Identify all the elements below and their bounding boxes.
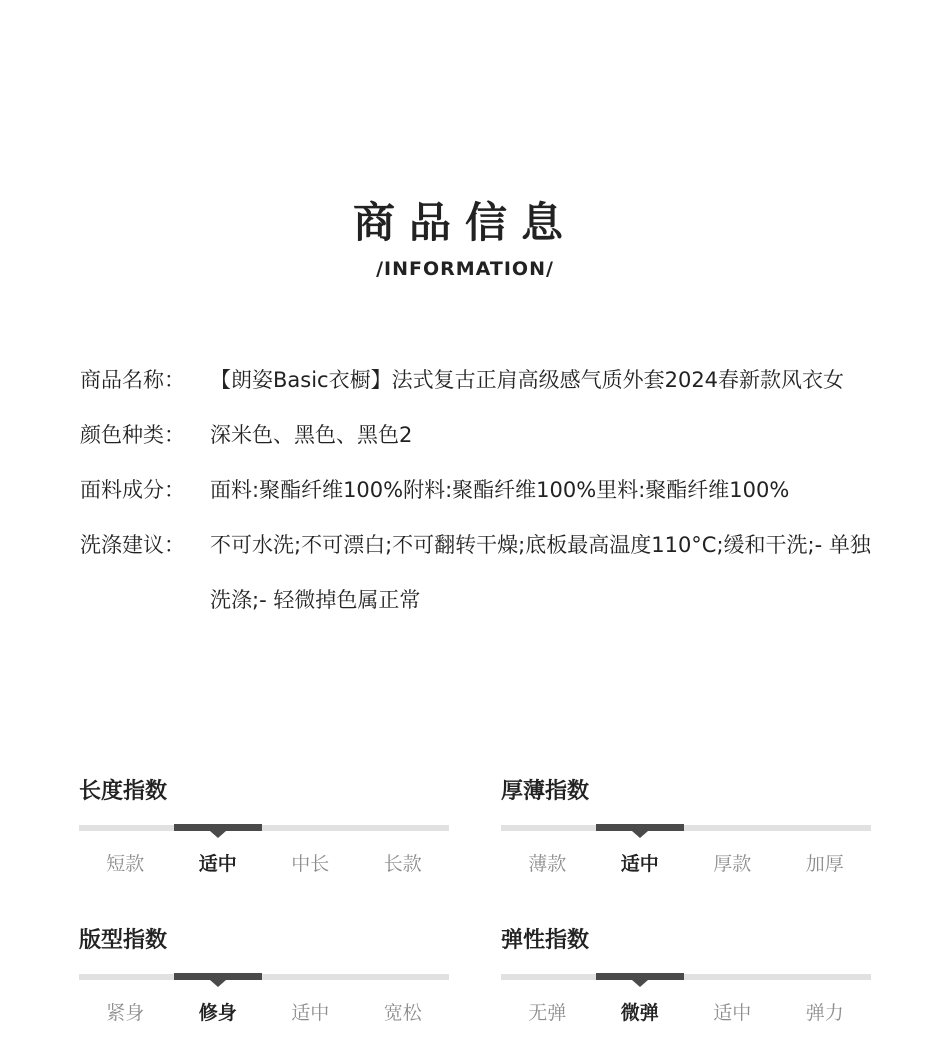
info-value: 【朗姿Basic衣橱】法式复古正肩高级感气质外套2024春新款风衣女 [210, 368, 845, 392]
info-label: 颜色种类： [80, 423, 185, 447]
meter-fit [79, 926, 449, 1024]
info-row-washing [80, 518, 880, 628]
product-info-list [80, 353, 880, 628]
meter-option: 适中 [198, 853, 237, 875]
info-label: 商品名称： [80, 368, 185, 392]
meter-pointer-icon [632, 831, 648, 838]
meter-pointer-icon [210, 980, 226, 987]
meter-option: 厚款 [713, 853, 752, 875]
meter-title: 厚薄指数 [501, 779, 590, 804]
meter-track [501, 825, 871, 831]
meter-active-bar [596, 973, 684, 980]
info-value: 不可水洗;不可漂白;不可翻转干燥;底板最高温度110°C;缓和干洗;- 单独洗涤;- 轻微掉色属正常 [210, 533, 871, 612]
meter-pointer-icon [210, 831, 226, 838]
meter-elasticity [501, 926, 871, 1024]
meter-pointer-icon [632, 980, 648, 987]
meter-option: 微弹 [620, 1002, 659, 1024]
meter-title: 弹性指数 [501, 928, 590, 953]
info-value: 面料:聚酯纤维100%附料:聚酯纤维100%里料:聚酯纤维100% [210, 478, 790, 502]
meter-title: 长度指数 [79, 779, 168, 804]
meter-option: 长款 [383, 853, 422, 875]
meter-option: 中长 [291, 853, 330, 875]
meter-option: 无弹 [528, 1002, 567, 1024]
meter-option: 薄款 [528, 853, 567, 875]
meter-length [79, 777, 449, 875]
meter-active-bar [596, 824, 684, 831]
info-row-fabric [80, 463, 880, 518]
meter-option: 适中 [713, 1002, 752, 1024]
info-row-product-name [80, 353, 880, 408]
meter-track [501, 974, 871, 980]
section-title: 商品信息 [352, 198, 577, 247]
meter-option: 短款 [106, 853, 145, 875]
meter-track [79, 974, 449, 980]
meter-active-bar [174, 973, 262, 980]
meter-option: 宽松 [383, 1002, 422, 1024]
info-label: 洗涤建议： [80, 533, 185, 557]
meter-thickness [501, 777, 871, 875]
meter-option: 修身 [198, 1002, 237, 1024]
meter-option: 弹力 [805, 1002, 844, 1024]
meter-active-bar [174, 824, 262, 831]
meter-track [79, 825, 449, 831]
info-label: 面料成分： [80, 478, 185, 502]
meter-option: 适中 [291, 1002, 330, 1024]
info-row-colors [80, 408, 880, 463]
meter-option: 适中 [620, 853, 659, 875]
meter-option: 加厚 [805, 853, 844, 875]
meter-title: 版型指数 [79, 928, 168, 953]
meter-option: 紧身 [106, 1002, 145, 1024]
info-value: 深米色、黑色、黑色2 [210, 423, 413, 447]
section-subtitle: /INFORMATION/ [376, 258, 554, 280]
